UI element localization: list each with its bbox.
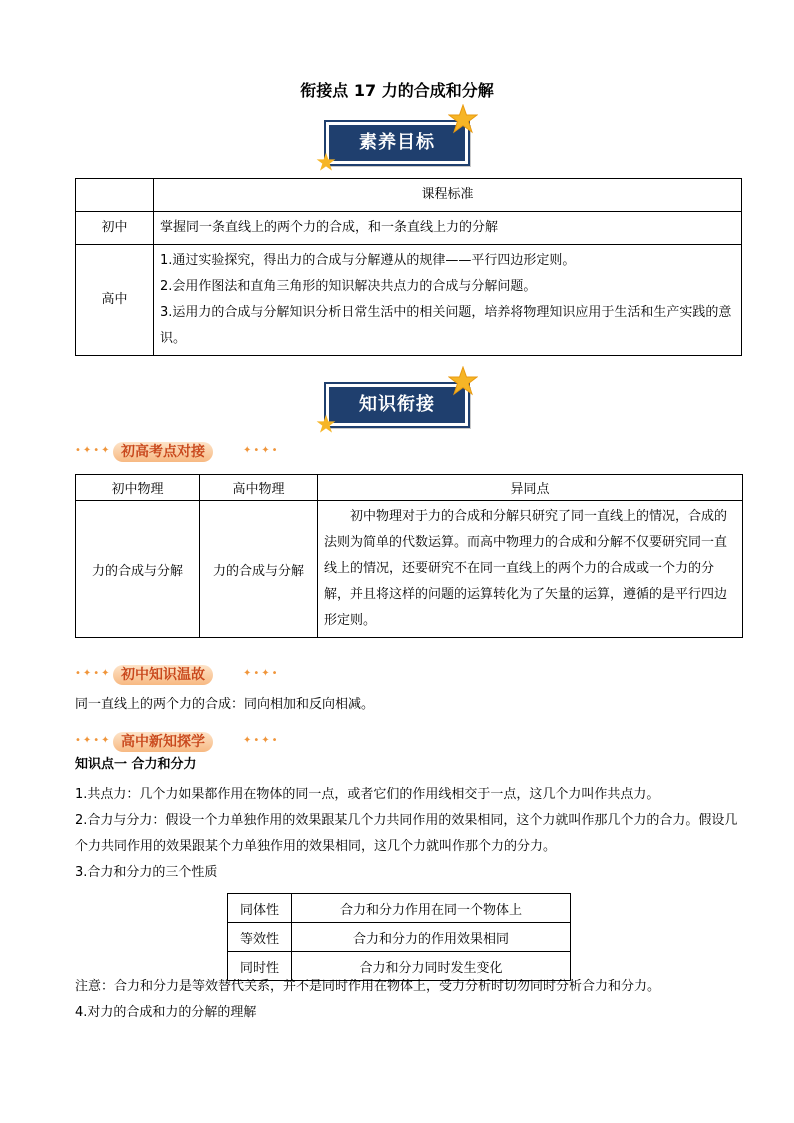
table-row: [76, 475, 743, 501]
table-cell: 力的合成与分解: [200, 501, 318, 638]
review-text: 同一直线上的两个力的合成：同向相加和反向相减。: [75, 697, 375, 712]
paragraph: 4.对力的合成和力的分解的理解: [75, 1005, 257, 1020]
table-row: [76, 179, 742, 212]
junior-label: 初中: [76, 212, 154, 245]
table-cell: 同体性: [228, 894, 292, 923]
sparkle-icon: ✦•✦•: [243, 735, 280, 746]
goals-banner-label: 素养目标: [359, 132, 435, 153]
list-item: 2.会用作图法和直角三角形的知识解决共点力的合成与分解问题。: [160, 279, 537, 294]
knowledge-banner: [322, 380, 470, 424]
junior-text: 掌握同一条直线上的两个力的合成，和一条直线上力的分解: [154, 212, 742, 245]
section-heading-compare: [75, 441, 285, 463]
sparkle-icon: •✦•✦: [75, 445, 112, 456]
senior-items: [154, 245, 742, 356]
section-label: 高中新知探学: [113, 732, 213, 752]
star-icon: [448, 104, 478, 134]
section-label: 初高考点对接: [113, 442, 213, 462]
table-row: [76, 212, 742, 245]
table-cell: 初中物理对于力的合成和分解只研究了同一直线上的情况，合成的法则为简单的代数运算。而高中物理力的合成和分解不仅要研究同一直线上的情况，还要研究不在同一直线上的两个力的合成或一个力的分解，并且将这样的问题的运算转化为了矢量的运算，遵循的是平行四边形定则。: [318, 501, 743, 638]
list-item: 1.通过实验探究，得出力的合成与分解遵从的规律——平行四边形定则。: [160, 253, 576, 268]
goals-table-header: 课程标准: [154, 179, 742, 212]
properties-table: [227, 893, 571, 981]
column-header: 初中物理: [76, 475, 200, 501]
page-title: 衔接点 17 力的合成和分解: [300, 81, 494, 100]
star-icon: [316, 152, 336, 172]
sparkle-icon: ✦•✦•: [243, 668, 280, 679]
section-heading-review: [75, 664, 285, 686]
goals-table: [75, 178, 742, 356]
table-cell: 合力和分力的作用效果相同: [292, 923, 571, 952]
column-header: 高中物理: [200, 475, 318, 501]
table-cell: [76, 179, 154, 212]
sparkle-icon: •✦•✦: [75, 668, 112, 679]
list-item: 3.运用力的合成与分解知识分析日常生活中的相关问题，培养将物理知识应用于生活和生产实践的意识。: [160, 305, 732, 346]
column-header: 异同点: [318, 475, 743, 501]
paragraph: 3.合力和分力的三个性质: [75, 865, 218, 880]
section-heading-explore: [75, 731, 285, 753]
table-row: [76, 501, 743, 638]
knowledge-banner-label: 知识衔接: [359, 394, 435, 415]
table-cell: 同时性: [228, 952, 292, 981]
knowledge-point-heading: 知识点一 合力和分力: [75, 757, 197, 772]
compare-table: [75, 474, 743, 638]
table-cell: 等效性: [228, 923, 292, 952]
table-cell: 力的合成与分解: [76, 501, 200, 638]
table-cell: 合力和分力同时发生变化: [292, 952, 571, 981]
note-paragraph: 注意：合力和分力是等效替代关系，并不是同时作用在物体上，受力分析时切勿同时分析合力和分力。: [75, 979, 661, 994]
star-icon: [316, 414, 336, 434]
table-row: [76, 245, 742, 356]
table-row: [228, 923, 571, 952]
goals-banner: [322, 118, 470, 162]
table-cell: 合力和分力作用在同一个物体上: [292, 894, 571, 923]
senior-label: 高中: [76, 245, 154, 356]
table-row: [228, 894, 571, 923]
paragraph: 2.合力与分力：假设一个力单独作用的效果跟某几个力共同作用的效果相同，这个力就叫作那几个力的合力。假设几个力共同作用的效果跟某个力单独作用的效果相同，这几个力就叫作那个力的分力。: [75, 813, 738, 854]
sparkle-icon: ✦•✦•: [243, 445, 280, 456]
star-icon: [448, 366, 478, 396]
section-label: 初中知识温故: [113, 665, 213, 685]
sparkle-icon: •✦•✦: [75, 735, 112, 746]
paragraph: 1.共点力：几个力如果都作用在物体的同一点，或者它们的作用线相交于一点，这几个力叫作共点力。: [75, 787, 660, 802]
